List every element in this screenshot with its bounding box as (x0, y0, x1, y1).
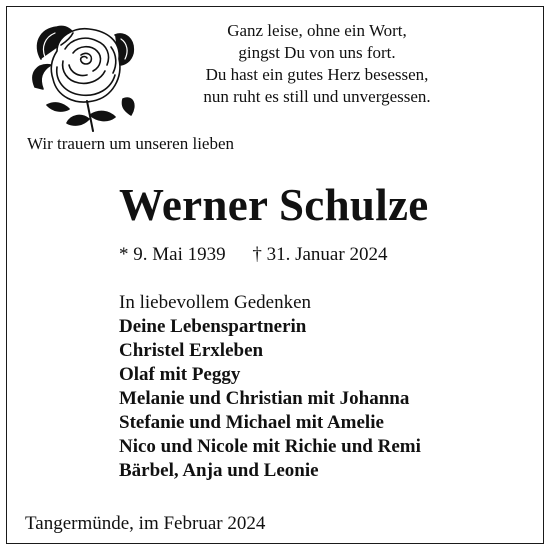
poem-line: Ganz leise, ohne ein Wort, (227, 21, 407, 40)
mourner-line: Deine Lebenspartnerin (119, 316, 307, 337)
mourners-list (119, 291, 421, 483)
mourner-line: Olaf mit Peggy (119, 364, 241, 385)
mourners-heading: In liebevollem Gedenken (119, 292, 312, 313)
birth-date: * 9. Mai 1939 (119, 244, 226, 265)
mourner-line: Christel Erxleben (119, 340, 264, 361)
mourner-line: Bärbel, Anja und Leonie (119, 460, 319, 481)
mourner-line: Melanie und Christian mit Johanna (119, 388, 410, 409)
life-dates (119, 244, 387, 266)
rose-icon (27, 15, 141, 133)
death-date: † 31. Januar 2024 (252, 244, 388, 265)
poem-line: Du hast ein gutes Herz besessen, (205, 65, 429, 84)
intro-text: Wir trauern um unseren lieben (27, 134, 235, 153)
place-date: Tangermünde, im Februar 2024 (25, 513, 266, 534)
poem (167, 20, 467, 108)
deceased-name: Werner Schulze (119, 180, 429, 230)
poem-line: nun ruht es still und unvergessen. (203, 87, 431, 106)
mourner-line: Stefanie und Michael mit Amelie (119, 412, 384, 433)
poem-line: gingst Du von uns fort. (238, 43, 396, 62)
obituary-notice (6, 6, 544, 544)
mourner-line: Nico und Nicole mit Richie und Remi (119, 436, 421, 457)
